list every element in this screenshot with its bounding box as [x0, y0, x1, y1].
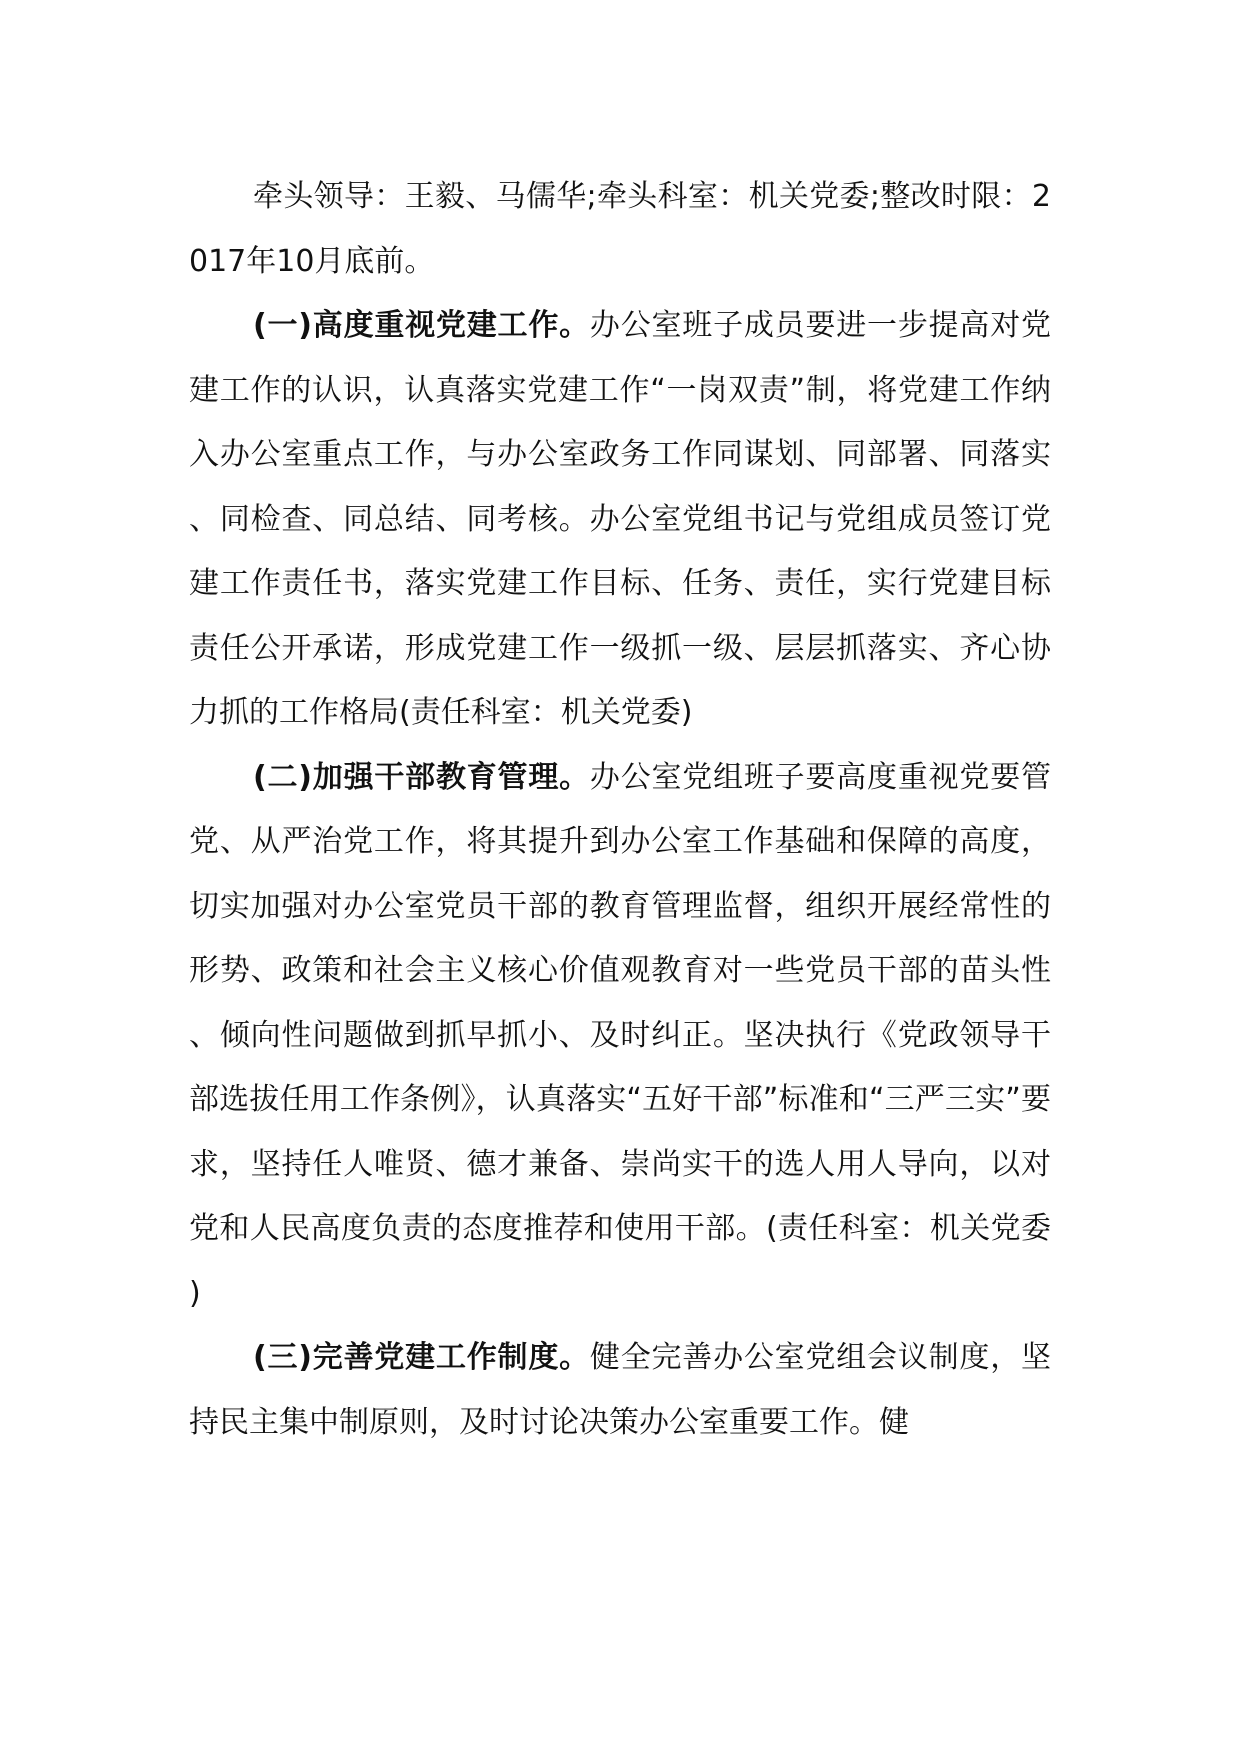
paragraph-party-system	[189, 1326, 1051, 1455]
paragraph-text: 办公室党组班子要高度重视党要管党、从严治党工作，将其提升到办公室工作基础和保障的高度，切实加强对办公室党员干部的教育管理监督，组织开展经常性的形势、政策和社会主义核心价值观教育对一些党员干部的苗头性、倾向性问题做到抓早抓小、及时纠正。坚决执行《党政领导干部选拔任用工作条例》，认真落实“五好干部”标准和“三严三实”要求，坚持任人唯贤、德才兼备、崇尚实干的选人用人导向，以对党和人民高度负责的态度推荐和使用干部。(责任科室：机关党委)	[189, 759, 1052, 1311]
section-heading: (三)完善党建工作制度。	[253, 1340, 590, 1375]
paragraph-text: 牵头领导：王毅、马儒华;牵头科室：机关党委;整改时限：2017年10月底前。	[189, 179, 1051, 279]
paragraph-cadre-education	[189, 746, 1051, 1327]
paragraph-text: 办公室班子成员要进一步提高对党建工作的认识，认真落实党建工作“一岗双责”制，将党建工作纳入办公室重点工作，与办公室政务工作同谋划、同部署、同落实、同检查、同总结、同考核。办公室党组书记与党组成员签订党建工作责任书，落实党建工作目标、任务、责任，实行党建目标责任公开承诺，形成党建工作一级抓一级、层层抓落实、齐心协力抓的工作格局(责任科室：机关党委)	[189, 308, 1052, 730]
document-body	[189, 165, 1051, 1455]
paragraph-text: 健全完善办公室党组会议制度，坚持民主集中制原则，及时讨论决策办公室重要工作。健	[189, 1340, 1052, 1440]
paragraph-responsibility	[189, 165, 1051, 294]
section-heading: (一)高度重视党建工作。	[253, 308, 590, 343]
section-heading: (二)加强干部教育管理。	[253, 759, 590, 795]
paragraph-party-building	[189, 294, 1051, 746]
